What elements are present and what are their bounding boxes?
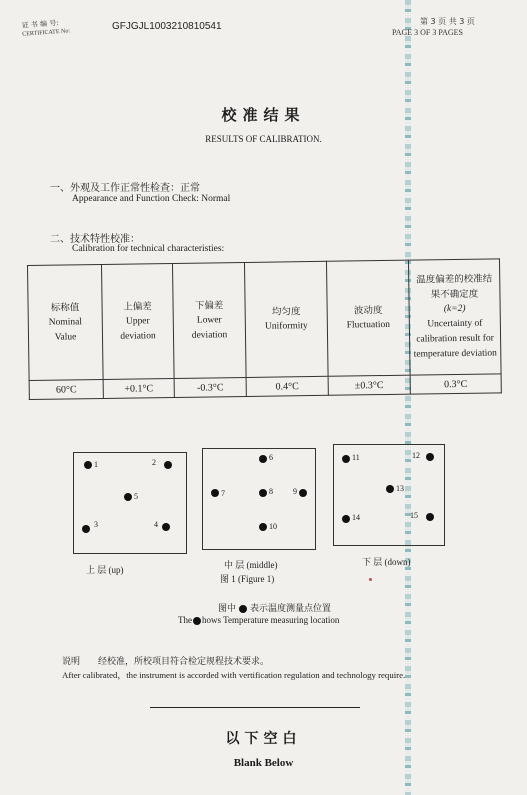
upper-layer-caption: 上 层 (up)	[86, 565, 124, 575]
point-label: 14	[352, 513, 360, 522]
point-label: 9	[293, 487, 297, 496]
point-label: 10	[269, 522, 277, 531]
measure-point-icon	[299, 489, 307, 497]
calibration-heading-en: Calibration for technical characteristies:	[72, 244, 225, 254]
measure-point-icon	[259, 455, 267, 463]
divider-rule	[150, 707, 360, 708]
results-table	[27, 258, 502, 400]
measure-point-icon	[259, 523, 267, 531]
measure-point-icon	[211, 489, 219, 497]
point-label: 4	[154, 520, 158, 529]
measure-point-icon	[84, 461, 92, 469]
measure-point-icon	[162, 523, 170, 531]
certificate-number: GFJGJL1003210810541	[112, 21, 222, 32]
point-label: 7	[221, 489, 225, 498]
remarks-en: After calibrated，the instrument is accorded with vertification regulation and technology require.	[62, 670, 406, 680]
header-cell: 标称值 Nominal Value	[28, 264, 104, 380]
point-label: 12	[412, 451, 420, 460]
measure-point-icon	[426, 453, 434, 461]
blank-below-cn: 以下空白	[225, 731, 302, 747]
upper-layer-diagram	[73, 452, 187, 554]
middle-layer-diagram	[202, 448, 316, 550]
page-title-cn: 校准结果	[221, 106, 306, 124]
blank-below-en: Blank Below	[233, 757, 294, 769]
lower-layer-diagram	[333, 444, 445, 546]
header-cell: 下偏差 Lower deviation	[172, 262, 246, 378]
point-label: 1	[94, 460, 98, 469]
page-title-en: RESULTS OF CALIBRATION.	[205, 134, 322, 144]
remarks-cn: 说明 经校准，所校项目符合检定规程技术要求。	[62, 656, 270, 666]
figure-caption: 图 1 (Figure 1)	[220, 574, 275, 584]
table-header-row	[28, 259, 502, 381]
point-label: 13	[396, 484, 404, 493]
point-label: 6	[269, 453, 273, 462]
value-cell: -0.3°C	[174, 377, 246, 397]
page-indicator-en: PAGE 3 OF 3 PAGES	[392, 28, 463, 37]
measure-point-icon	[386, 485, 394, 493]
page-indicator-cn: 第 3 页 共 3 页	[420, 17, 475, 26]
appearance-check-en: Appearance and Function Check: Normal	[72, 194, 231, 204]
header-cell: 温度偏差的校准结果不确定度 (k=2) Uncertainty of calibration result for temperature deviation	[408, 259, 501, 375]
value-cell: ±0.3°C	[328, 375, 410, 395]
value-cell: 60°C	[29, 379, 103, 399]
calibration-heading-cn: 二、技术特性校准：	[50, 234, 140, 245]
measure-point-icon	[342, 515, 350, 523]
point-label: 3	[94, 520, 98, 529]
legend-cn: 图中 表示温度测量点位置	[218, 603, 332, 613]
measure-point-icon	[259, 489, 267, 497]
point-label: 11	[352, 453, 360, 462]
lower-layer-caption: 下 层 (down)	[362, 557, 411, 567]
value-cell: 0.4°C	[246, 376, 328, 396]
measure-point-icon	[239, 605, 247, 613]
measure-point-icon	[82, 525, 90, 533]
legend-en: The hows Temperature measuring location	[178, 615, 340, 625]
measure-point-icon	[124, 493, 132, 501]
measure-point-icon	[193, 617, 201, 625]
header-cell: 上偏差 Upper deviation	[101, 263, 174, 379]
point-label: 2	[152, 458, 156, 467]
middle-layer-caption: 中 层 (middle)	[224, 560, 278, 570]
certificate-label: 证 书 编 号: CERTIFICATE No:	[21, 19, 71, 38]
value-cell: 0.3°C	[410, 374, 501, 394]
point-label: 15	[410, 511, 418, 520]
point-label: 8	[269, 487, 273, 496]
header-cell: 均匀度 Uniformity	[244, 261, 328, 377]
point-label: 5	[134, 492, 138, 501]
header-cell: 波动度 Fluctuation	[326, 260, 410, 376]
red-ink-mark	[369, 578, 372, 581]
measure-point-icon	[342, 455, 350, 463]
value-cell: +0.1°C	[103, 378, 174, 398]
measure-point-icon	[426, 513, 434, 521]
measure-point-icon	[164, 461, 172, 469]
appearance-check-cn: 一、外观及工作正常性检查：正常	[50, 183, 200, 194]
